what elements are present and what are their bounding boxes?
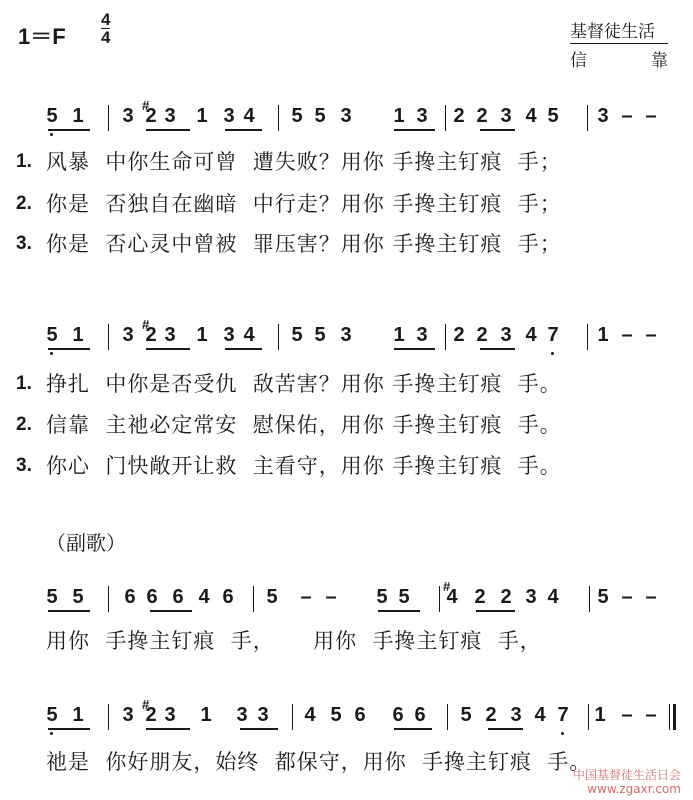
author-char-1: 信: [570, 51, 587, 71]
c2-note: 2: [145, 704, 157, 726]
s2-note: –: [621, 324, 633, 346]
c2-note: 3: [510, 704, 522, 726]
c2-end-barline-thick: [673, 704, 676, 730]
s2-note: 3: [164, 324, 176, 346]
style-text: 基督徒生活: [570, 22, 655, 42]
c2-end-barline-thin: [669, 704, 670, 730]
s1-note: –: [621, 105, 633, 127]
s1-sharp-sign: #: [142, 98, 150, 113]
c1-note: 5: [597, 586, 609, 608]
c2-note: 3: [236, 704, 248, 726]
s1-barline: [587, 105, 588, 131]
c1-barline: [108, 586, 109, 612]
s2-note: 2: [453, 324, 465, 346]
c1-beam-underline: [378, 610, 420, 612]
s1-beam-underline: [225, 129, 262, 131]
s2-note: 3: [500, 324, 512, 346]
c2-beam-underline: [488, 728, 523, 730]
c2-beam-underline: [394, 728, 432, 730]
s2-note: 1: [196, 324, 208, 346]
c1-note: 5: [398, 586, 410, 608]
c1-note: 6: [222, 586, 234, 608]
c1-note: 4: [198, 586, 210, 608]
s2-note: 5: [46, 324, 58, 346]
s1-note: 2: [476, 105, 488, 127]
c2-note: 5: [330, 704, 342, 726]
s2-barline: [278, 324, 279, 350]
c2-barline: [447, 704, 448, 730]
c2-note: 6: [414, 704, 426, 726]
author-char-2: 靠: [651, 51, 668, 71]
s2-barline: [587, 324, 588, 350]
c2-low-octave-dot: [561, 732, 564, 735]
verse-number: 3.: [16, 233, 32, 254]
s2-beam-underline: [480, 348, 515, 350]
s1-note: 4: [525, 105, 537, 127]
c2-note: 3: [257, 704, 269, 726]
s2-beam-underline: [146, 348, 190, 350]
s2-note: 2: [476, 324, 488, 346]
c1-note: 5: [46, 586, 58, 608]
c1-note: 6: [172, 586, 184, 608]
c2-note: 6: [392, 704, 404, 726]
key-signature: 1＝F: [18, 24, 66, 49]
c2-note: 6: [354, 704, 366, 726]
c1-note: 4: [446, 586, 458, 608]
s2-note: 3: [122, 324, 134, 346]
verse-number: 1.: [16, 373, 32, 394]
c2-note: 5: [46, 704, 58, 726]
s1-beam-underline: [146, 129, 190, 131]
s2-note: 5: [314, 324, 326, 346]
s1-note: 3: [500, 105, 512, 127]
s2-note: 1: [72, 324, 84, 346]
s1-beam-underline: [480, 129, 515, 131]
song-style-label: [570, 22, 655, 42]
c1-note: 3: [525, 586, 537, 608]
c2-sharp-sign: #: [142, 697, 150, 712]
chorus-lyric: 祂是 你好朋友，始终 都保守，用你 手搀主钉痕 手。: [46, 750, 592, 774]
c1-beam-underline: [150, 610, 192, 612]
s2-sharp-sign: #: [142, 317, 150, 332]
c2-note: –: [621, 704, 633, 726]
s2-note: 3: [223, 324, 235, 346]
s2-note: 1: [393, 324, 405, 346]
s1-note: 1: [72, 105, 84, 127]
c1-barline: [253, 586, 254, 612]
c1-note: 2: [500, 586, 512, 608]
s2-note: 4: [525, 324, 537, 346]
c1-note: –: [325, 586, 337, 608]
s2-note: –: [645, 324, 657, 346]
s1-note: 2: [145, 105, 157, 127]
c2-barline: [108, 704, 109, 730]
watermark: [573, 768, 681, 796]
s2-note: 1: [597, 324, 609, 346]
verse-lyric: 信靠 主祂必定常安 慰保佑，用你 手搀主钉痕 手。: [46, 413, 562, 437]
s2-low-octave-dot: [551, 352, 554, 355]
c1-beam-underline: [476, 610, 515, 612]
s2-barline: [108, 324, 109, 350]
time-signature: [101, 12, 110, 45]
chorus-label: （副歌）: [46, 531, 126, 555]
s1-note: 5: [314, 105, 326, 127]
s1-note: 3: [223, 105, 235, 127]
verse-lyric: 风暴 中你生命可曾 遭失败？用你 手搀主钉痕 手；: [46, 150, 562, 174]
c1-note: –: [645, 586, 657, 608]
s1-note: 5: [46, 105, 58, 127]
c2-note: 4: [304, 704, 316, 726]
s1-barline: [445, 105, 446, 131]
time-numerator: 4: [101, 10, 111, 29]
c1-sharp-sign: #: [443, 579, 451, 594]
c2-beam-underline: [48, 728, 90, 730]
watermark-line1: 中国基督徒生活日会: [572, 768, 681, 782]
verse-lyric: 你心 门快敞开让救 主看守，用你 手搀主钉痕 手。: [46, 454, 562, 478]
c2-beam-underline: [146, 728, 190, 730]
s1-barline: [108, 105, 109, 131]
s1-note: 5: [547, 105, 559, 127]
c1-barline: [439, 586, 440, 612]
author-label: [570, 46, 668, 71]
s2-note: 3: [416, 324, 428, 346]
verse-number: 2.: [16, 414, 32, 435]
c1-note: 4: [547, 586, 559, 608]
s1-note: 1: [196, 105, 208, 127]
verse-number: 2.: [16, 193, 32, 214]
c2-barline: [292, 704, 293, 730]
verse-number: 3.: [16, 455, 32, 476]
c1-note: 5: [266, 586, 278, 608]
verse-lyric: 你是 否独自在幽暗 中行走？用你 手搀主钉痕 手；: [46, 192, 562, 216]
c2-note: 1: [594, 704, 606, 726]
c1-note: 5: [72, 586, 84, 608]
s2-note: 2: [145, 324, 157, 346]
c2-note: 4: [534, 704, 546, 726]
c2-beam-underline: [240, 728, 278, 730]
c1-barline: [589, 586, 590, 612]
s1-note: 3: [597, 105, 609, 127]
s2-beam-underline: [394, 348, 435, 350]
s1-note: 3: [164, 105, 176, 127]
c2-note: 3: [122, 704, 134, 726]
c2-note: 1: [72, 704, 84, 726]
verse-lyric: 你是 否心灵中曾被 罪压害？用你 手搀主钉痕 手；: [46, 232, 562, 256]
s1-note: 4: [243, 105, 255, 127]
c2-note: 2: [485, 704, 497, 726]
s2-beam-underline: [48, 348, 90, 350]
verse-number: 1.: [16, 151, 32, 172]
c1-note: –: [300, 586, 312, 608]
s1-note: 3: [340, 105, 352, 127]
c2-note: 1: [200, 704, 212, 726]
s1-beam-underline: [394, 129, 435, 131]
s1-barline: [278, 105, 279, 131]
s1-note: 5: [291, 105, 303, 127]
s1-beam-underline: [48, 129, 90, 131]
c1-note: 5: [376, 586, 388, 608]
s2-low-octave-dot: [50, 352, 53, 355]
s1-note: 2: [453, 105, 465, 127]
s1-note: –: [645, 105, 657, 127]
s1-note: 3: [122, 105, 134, 127]
s1-note: 3: [416, 105, 428, 127]
c2-note: 7: [557, 704, 569, 726]
s2-beam-underline: [225, 348, 262, 350]
s2-barline: [445, 324, 446, 350]
s2-note: 3: [340, 324, 352, 346]
c1-note: 6: [146, 586, 158, 608]
watermark-line2: www.zgaxr.com: [587, 782, 681, 796]
c1-beam-underline: [48, 610, 90, 612]
s1-low-octave-dot: [50, 133, 53, 136]
s1-note: 1: [393, 105, 405, 127]
time-denominator: 4: [101, 28, 111, 47]
s2-note: 4: [243, 324, 255, 346]
c1-note: 2: [474, 586, 486, 608]
c2-barline: [588, 704, 589, 730]
s2-note: 7: [547, 324, 559, 346]
c1-note: 6: [124, 586, 136, 608]
c1-note: –: [621, 586, 633, 608]
c2-note: –: [645, 704, 657, 726]
c2-low-octave-dot: [50, 732, 53, 735]
chorus-lyric: 用你 手搀主钉痕 手， 用你 手搀主钉痕 手，: [46, 629, 542, 653]
c2-note: 3: [164, 704, 176, 726]
c2-note: 5: [460, 704, 472, 726]
verse-lyric: 挣扎 中你是否受仇 敌苦害？用你 手搀主钉痕 手。: [46, 372, 562, 396]
s2-note: 5: [291, 324, 303, 346]
